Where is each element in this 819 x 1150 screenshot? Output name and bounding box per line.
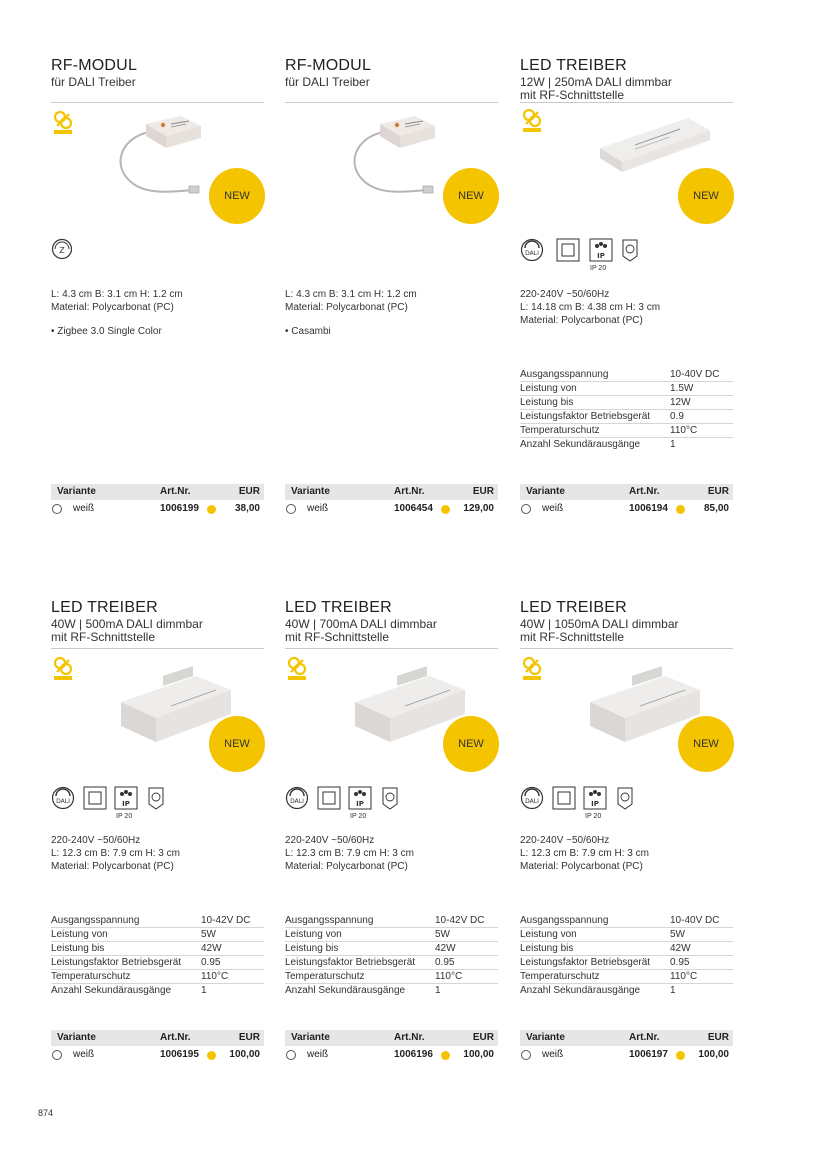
dali-text: DALI: [56, 798, 70, 805]
color-swatch-white: [52, 1050, 62, 1060]
ip20-label: IP 20: [585, 813, 602, 820]
protection-class-icon: [552, 786, 576, 810]
tech-key: Temperaturschutz: [285, 971, 365, 982]
spec-line: Material: Polycarbonat (PC): [51, 302, 174, 313]
feature-icons: [520, 786, 733, 826]
product-card: [51, 599, 266, 1060]
variant-name: weiß: [73, 503, 95, 514]
ip-text: IP: [122, 800, 130, 808]
product-card: [520, 57, 735, 514]
tech-value: 10-42V DC: [435, 915, 485, 926]
dali-dim-icon: [285, 786, 309, 810]
feature-bullet: • Zigbee 3.0 Single Color: [51, 326, 162, 337]
tech-row: [520, 914, 733, 928]
product-subtitle: 12W | 250mA DALI dimmbar mit RF-Schnittstelle: [520, 75, 672, 102]
header-eur: EUR: [238, 486, 260, 497]
product-card: [520, 599, 735, 1060]
color-swatch-white: [521, 504, 531, 514]
tech-key: Leistung von: [520, 929, 577, 940]
header-eur: EUR: [707, 486, 729, 497]
spec-line: Material: Polycarbonat (PC): [51, 861, 174, 872]
divider: [285, 648, 498, 649]
tech-key: Leistungsfaktor Betriebsgerät: [285, 957, 416, 968]
new-dot-icon: [676, 1051, 685, 1060]
new-badge: NEW: [443, 716, 499, 772]
tech-row: [520, 396, 733, 410]
tech-value: 42W: [670, 943, 691, 954]
price-row: [520, 501, 733, 517]
product-title: LED TREIBER: [520, 599, 627, 616]
price-table-header: [51, 484, 264, 500]
product-title: LED TREIBER: [285, 599, 392, 616]
tech-value: 1: [201, 985, 207, 996]
tech-row: [520, 410, 733, 424]
color-swatch-white: [286, 1050, 296, 1060]
header-art: Art.Nr.: [629, 486, 660, 497]
tech-key: Anzahl Sekundärausgänge: [520, 439, 641, 450]
tech-value: 5W: [435, 929, 450, 940]
price: 100,00: [698, 1049, 729, 1060]
price-row: [520, 1047, 733, 1063]
variant-name: weiß: [73, 1049, 95, 1060]
tech-row: [51, 942, 264, 956]
tech-key: Leistung bis: [51, 943, 105, 954]
header-art: Art.Nr.: [160, 1032, 191, 1043]
price-row: [51, 1047, 264, 1063]
color-swatch-white: [286, 504, 296, 514]
tech-value: 0.95: [201, 957, 221, 968]
article-number: 1006454: [394, 503, 433, 514]
new-dot-icon: [676, 505, 685, 514]
spec-line: L: 4.3 cm B: 3.1 cm H: 1.2 cm: [51, 289, 183, 300]
price: 100,00: [463, 1049, 494, 1060]
product-subtitle: 40W | 700mA DALI dimmbar mit RF-Schnittstelle: [285, 617, 437, 644]
product-subtitle: für DALI Treiber: [285, 75, 370, 89]
dali-dim-icon: [520, 786, 544, 810]
article-number: 1006196: [394, 1049, 433, 1060]
tech-value: 110°C: [201, 971, 229, 982]
new-dot-icon: [441, 1051, 450, 1060]
temperature-protection-icon: [621, 238, 639, 262]
variant-name: weiß: [542, 503, 564, 514]
tech-row: [285, 914, 498, 928]
product-card: [51, 57, 266, 514]
spec-line: Material: Polycarbonat (PC): [285, 302, 408, 313]
color-swatch-white: [52, 504, 62, 514]
dali-logo-icon: [287, 656, 309, 682]
dali-dim-icon: [520, 238, 544, 262]
tech-row: [51, 914, 264, 928]
spec-line: L: 12.3 cm B: 7.9 cm H: 3 cm: [285, 848, 414, 859]
tech-key: Temperaturschutz: [51, 971, 131, 982]
price-table-header: [520, 484, 733, 500]
feature-icons: [51, 786, 264, 826]
header-art: Art.Nr.: [394, 486, 425, 497]
tech-key: Anzahl Sekundärausgänge: [51, 985, 172, 996]
tech-key: Leistung bis: [520, 943, 574, 954]
tech-table: [520, 368, 733, 451]
product-card: [285, 599, 500, 1060]
spec-line: Material: Polycarbonat (PC): [520, 315, 643, 326]
tech-key: Ausgangsspannung: [51, 915, 140, 926]
divider: [520, 102, 733, 103]
product-subtitle: 40W | 1050mA DALI dimmbar mit RF-Schnittstelle: [520, 617, 679, 644]
feature-icons: [520, 238, 733, 278]
header-variant: Variante: [526, 1032, 565, 1043]
temperature-protection-icon: [381, 786, 399, 810]
product-subtitle: für DALI Treiber: [51, 75, 136, 89]
tech-row: [520, 942, 733, 956]
header-art: Art.Nr.: [160, 486, 191, 497]
protection-class-icon: [317, 786, 341, 810]
spec-line: L: 12.3 cm B: 7.9 cm H: 3 cm: [520, 848, 649, 859]
tech-key: Temperaturschutz: [520, 971, 600, 982]
color-swatch-white: [521, 1050, 531, 1060]
spec-line: Material: Polycarbonat (PC): [285, 861, 408, 872]
ip-text: IP: [356, 800, 364, 808]
header-eur: EUR: [707, 1032, 729, 1043]
new-dot-icon: [207, 1051, 216, 1060]
spec-line: 220-240V ~50/60Hz: [520, 289, 610, 300]
ip-text: IP: [591, 800, 599, 808]
tech-table: [285, 914, 498, 997]
tech-table: [520, 914, 733, 997]
dali-dim-icon: [51, 786, 75, 810]
tech-key: Ausgangsspannung: [285, 915, 374, 926]
tech-value: 1: [670, 985, 676, 996]
new-dot-icon: [441, 505, 450, 514]
tech-value: 42W: [201, 943, 222, 954]
tech-row: [285, 970, 498, 984]
tech-key: Temperaturschutz: [520, 425, 600, 436]
temperature-protection-icon: [147, 786, 165, 810]
tech-row: [51, 928, 264, 942]
tech-value: 0.9: [670, 411, 684, 422]
tech-key: Leistung bis: [520, 397, 574, 408]
divider: [51, 648, 264, 649]
tech-key: Leistung bis: [285, 943, 339, 954]
price: 129,00: [463, 503, 494, 514]
dali-logo-icon: [53, 656, 75, 682]
tech-row: [520, 438, 733, 451]
new-badge: NEW: [209, 716, 265, 772]
tech-value: 1: [670, 439, 676, 450]
price-row: [285, 1047, 498, 1063]
ip-rating-icon: [348, 786, 372, 810]
divider: [285, 102, 498, 103]
variant-name: weiß: [542, 1049, 564, 1060]
tech-value: 12W: [670, 397, 691, 408]
header-variant: Variante: [526, 486, 565, 497]
new-badge: NEW: [443, 168, 499, 224]
product-specs: [520, 288, 660, 327]
tech-row: [285, 942, 498, 956]
header-variant: Variante: [291, 1032, 330, 1043]
header-variant: Variante: [57, 1032, 96, 1043]
product-specs: [520, 834, 649, 873]
tech-value: 5W: [670, 929, 685, 940]
tech-value: 1.5W: [670, 383, 694, 394]
product-specs: [51, 288, 183, 314]
header-variant: Variante: [57, 486, 96, 497]
tech-row: [520, 382, 733, 396]
spec-line: L: 14.18 cm B: 4.38 cm H: 3 cm: [520, 302, 661, 313]
divider: [520, 648, 733, 649]
tech-value: 42W: [435, 943, 456, 954]
price-table-header: [520, 1030, 733, 1046]
spec-line: 220-240V ~50/60Hz: [285, 835, 375, 846]
new-badge: NEW: [678, 716, 734, 772]
tech-row: [520, 970, 733, 984]
spec-line: 220-240V ~50/60Hz: [520, 835, 610, 846]
tech-row: [51, 984, 264, 997]
tech-row: [520, 424, 733, 438]
price: 100,00: [229, 1049, 260, 1060]
tech-key: Anzahl Sekundärausgänge: [520, 985, 641, 996]
dali-logo-icon: [522, 656, 544, 682]
tech-value: 110°C: [435, 971, 463, 982]
ip20-label: IP 20: [116, 813, 133, 820]
tech-key: Leistungsfaktor Betriebsgerät: [520, 411, 651, 422]
dali-text: DALI: [290, 798, 304, 805]
tech-row: [285, 956, 498, 970]
tech-row: [51, 956, 264, 970]
tech-value: 10-40V DC: [670, 369, 720, 380]
dali-text: DALI: [525, 798, 539, 805]
dali-text: DALI: [525, 250, 539, 257]
product-specs: [285, 834, 414, 873]
tech-key: Leistung von: [520, 383, 577, 394]
product-title: LED TREIBER: [520, 57, 627, 74]
page-number: 874: [38, 1108, 54, 1118]
tech-key: Ausgangsspannung: [520, 369, 609, 380]
ip-text: IP: [597, 252, 605, 260]
tech-row: [285, 928, 498, 942]
variant-name: weiß: [307, 1049, 329, 1060]
article-number: 1006194: [629, 503, 668, 514]
article-number: 1006199: [160, 503, 199, 514]
tech-value: 1: [435, 985, 441, 996]
tech-key: Ausgangsspannung: [520, 915, 609, 926]
tech-key: Leistungsfaktor Betriebsgerät: [520, 957, 651, 968]
article-number: 1006197: [629, 1049, 668, 1060]
ip20-label: IP 20: [590, 265, 607, 272]
product-title: RF-MODUL: [285, 57, 372, 74]
tech-key: Anzahl Sekundärausgänge: [285, 985, 406, 996]
dali-logo-icon: [522, 108, 544, 134]
new-dot-icon: [207, 505, 216, 514]
protection-class-icon: [556, 238, 580, 262]
price: 85,00: [703, 503, 729, 514]
header-art: Art.Nr.: [394, 1032, 425, 1043]
article-number: 1006195: [160, 1049, 199, 1060]
spec-line: L: 4.3 cm B: 3.1 cm H: 1.2 cm: [285, 289, 417, 300]
price-table-header: [51, 1030, 264, 1046]
variant-name: weiß: [307, 503, 329, 514]
product-title: RF-MODUL: [51, 57, 138, 74]
price-row: [285, 501, 498, 517]
tech-value: 5W: [201, 929, 216, 940]
new-badge: NEW: [678, 168, 734, 224]
protection-class-icon: [83, 786, 107, 810]
tech-row: [51, 970, 264, 984]
product-subtitle: 40W | 500mA DALI dimmbar mit RF-Schnittstelle: [51, 617, 203, 644]
tech-key: Leistung von: [285, 929, 342, 940]
spec-line: 220-240V ~50/60Hz: [51, 835, 141, 846]
header-variant: Variante: [291, 486, 330, 497]
new-badge: NEW: [209, 168, 265, 224]
zigbee-logo-icon: [53, 110, 75, 136]
tech-row: [520, 928, 733, 942]
tech-key: Leistungsfaktor Betriebsgerät: [51, 957, 182, 968]
price-table-header: [285, 1030, 498, 1046]
feature-icons: [285, 786, 498, 826]
spec-line: L: 12.3 cm B: 7.9 cm H: 3 cm: [51, 848, 180, 859]
header-eur: EUR: [472, 1032, 494, 1043]
tech-value: 110°C: [670, 971, 698, 982]
tech-value: 10-42V DC: [201, 915, 251, 926]
tech-key: Leistung von: [51, 929, 108, 940]
tech-value: 110°C: [670, 425, 698, 436]
tech-row: [520, 956, 733, 970]
price-row: [51, 501, 264, 517]
tech-value: 10-40V DC: [670, 915, 720, 926]
ip-rating-icon: [589, 238, 613, 262]
ip20-label: IP 20: [350, 813, 367, 820]
product-title: LED TREIBER: [51, 599, 158, 616]
spec-line: Material: Polycarbonat (PC): [520, 861, 643, 872]
header-art: Art.Nr.: [629, 1032, 660, 1043]
tech-row: [520, 368, 733, 382]
tech-value: 0.95: [670, 957, 690, 968]
divider: [51, 102, 264, 103]
zigbee-icon: [51, 238, 73, 260]
price: 38,00: [234, 503, 260, 514]
product-specs: [285, 288, 417, 314]
ip-rating-icon: [114, 786, 138, 810]
price-table-header: [285, 484, 498, 500]
temperature-protection-icon: [616, 786, 634, 810]
tech-row: [520, 984, 733, 997]
tech-table: [51, 914, 264, 997]
product-card: [285, 57, 500, 514]
tech-value: 0.95: [435, 957, 455, 968]
ip-rating-icon: [583, 786, 607, 810]
feature-bullet: • Casambi: [285, 326, 331, 337]
tech-row: [285, 984, 498, 997]
header-eur: EUR: [238, 1032, 260, 1043]
svg-text:Z: Z: [59, 246, 65, 255]
header-eur: EUR: [472, 486, 494, 497]
product-specs: [51, 834, 180, 873]
